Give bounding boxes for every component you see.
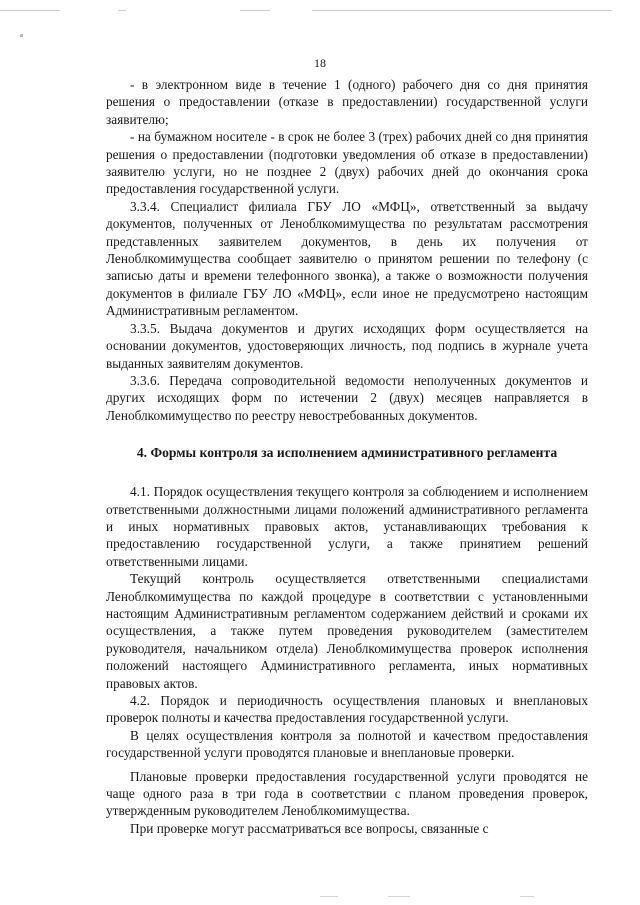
- scan-artifact-line: [0, 10, 60, 11]
- paragraph: 3.3.4. Специалист филиала ГБУ ЛО «МФЦ», ответственный за выдачу документов, полученных от Леноблкомимущества по результатам рассмотрения представленных заявителем документов, в день их получения от Леноблкомимущества сообщает заявителю о принятом решении по телефону (с записью даты и времени телефонного звонка), а также о возможности получения документов в филиале ГБУ ЛО «МФЦ», если иное не предусмотрено настоящим Административным регламентом.: [106, 198, 588, 319]
- scan-artifact-line: [520, 896, 534, 897]
- scan-artifact-line: [240, 10, 270, 11]
- scan-artifact-line: [118, 10, 126, 11]
- document-body: [106, 76, 588, 837]
- scan-artifact-line: [320, 896, 338, 897]
- paragraph: - на бумажном носителе - в срок не более 3 (трех) рабочих дней со дня принятия решения о предоставлении (подготовки уведомления об отказе в предоставлении) заявителю услуги, но не позднее 2 (двух) рабочих дней до окончания срока предоставления государственной услуги.: [106, 129, 588, 197]
- paragraph: Текущий контроль осуществляется ответственными специалистами Леноблкомимущества по каждой процедуре в соответствии с установленными настоящим Административным регламентом содержанием действий и сроками их осуществления, а также путем проведения руководителем (заместителем руководителя, начальником отдела) Леноблкомимущества проверок исполнения положений настоящего Административного регламента, иных нормативных правовых актов.: [106, 571, 588, 691]
- scan-artifact-dot: [20, 34, 23, 37]
- scan-artifact-line: [312, 10, 612, 11]
- paragraph: При проверке могут рассматриваться все вопросы, связанные с: [130, 820, 489, 836]
- paragraph: Плановые проверки предоставления государственной услуги проводятся не чаще одного раза в три года в соответствии с планом проведения проверок, утвержденным руководителем Леноблкомимущества.: [106, 768, 588, 819]
- page-number: 18: [314, 56, 326, 70]
- paragraph: 4.2. Порядок и периодичность осуществления плановых и внеплановых проверок полноты и качества предоставления государственной услуги.: [106, 693, 588, 726]
- paragraph: В целях осуществления контроля за полнотой и качеством предоставления государственной услуги проводятся плановые и внеплановые проверки.: [106, 727, 588, 761]
- paragraph: - в электронном виде в течение 1 (одного) рабочего дня со дня принятия решения о предоставлении (отказе в предоставлении) государственной услуги заявителю;: [106, 77, 588, 127]
- paragraph: 3.3.6. Передача сопроводительной ведомости неполученных документов и других исходящих форм по истечении 2 (двух) месяцев направляется в Леноблкомимущество по реестру невостребованных документов.: [106, 372, 588, 423]
- scan-artifact-line: [388, 896, 410, 897]
- section-heading: 4. Формы контроля за исполнением административного регламента: [136, 445, 558, 461]
- paragraph: 4.1. Порядок осуществления текущего контроля за соблюдением и исполнением ответственными должностными лицами положений административного регламента и иных нормативных правовых актов, устанавливающих требования к предоставлению государственной услуги, а также принятием решений ответственными лицами.: [106, 484, 588, 569]
- paragraph: 3.3.5. Выдача документов и других исходящих форм осуществляется на основании документов, удостоверяющих личность, под подпись в журнале учета выданных заявителям документов.: [106, 320, 588, 371]
